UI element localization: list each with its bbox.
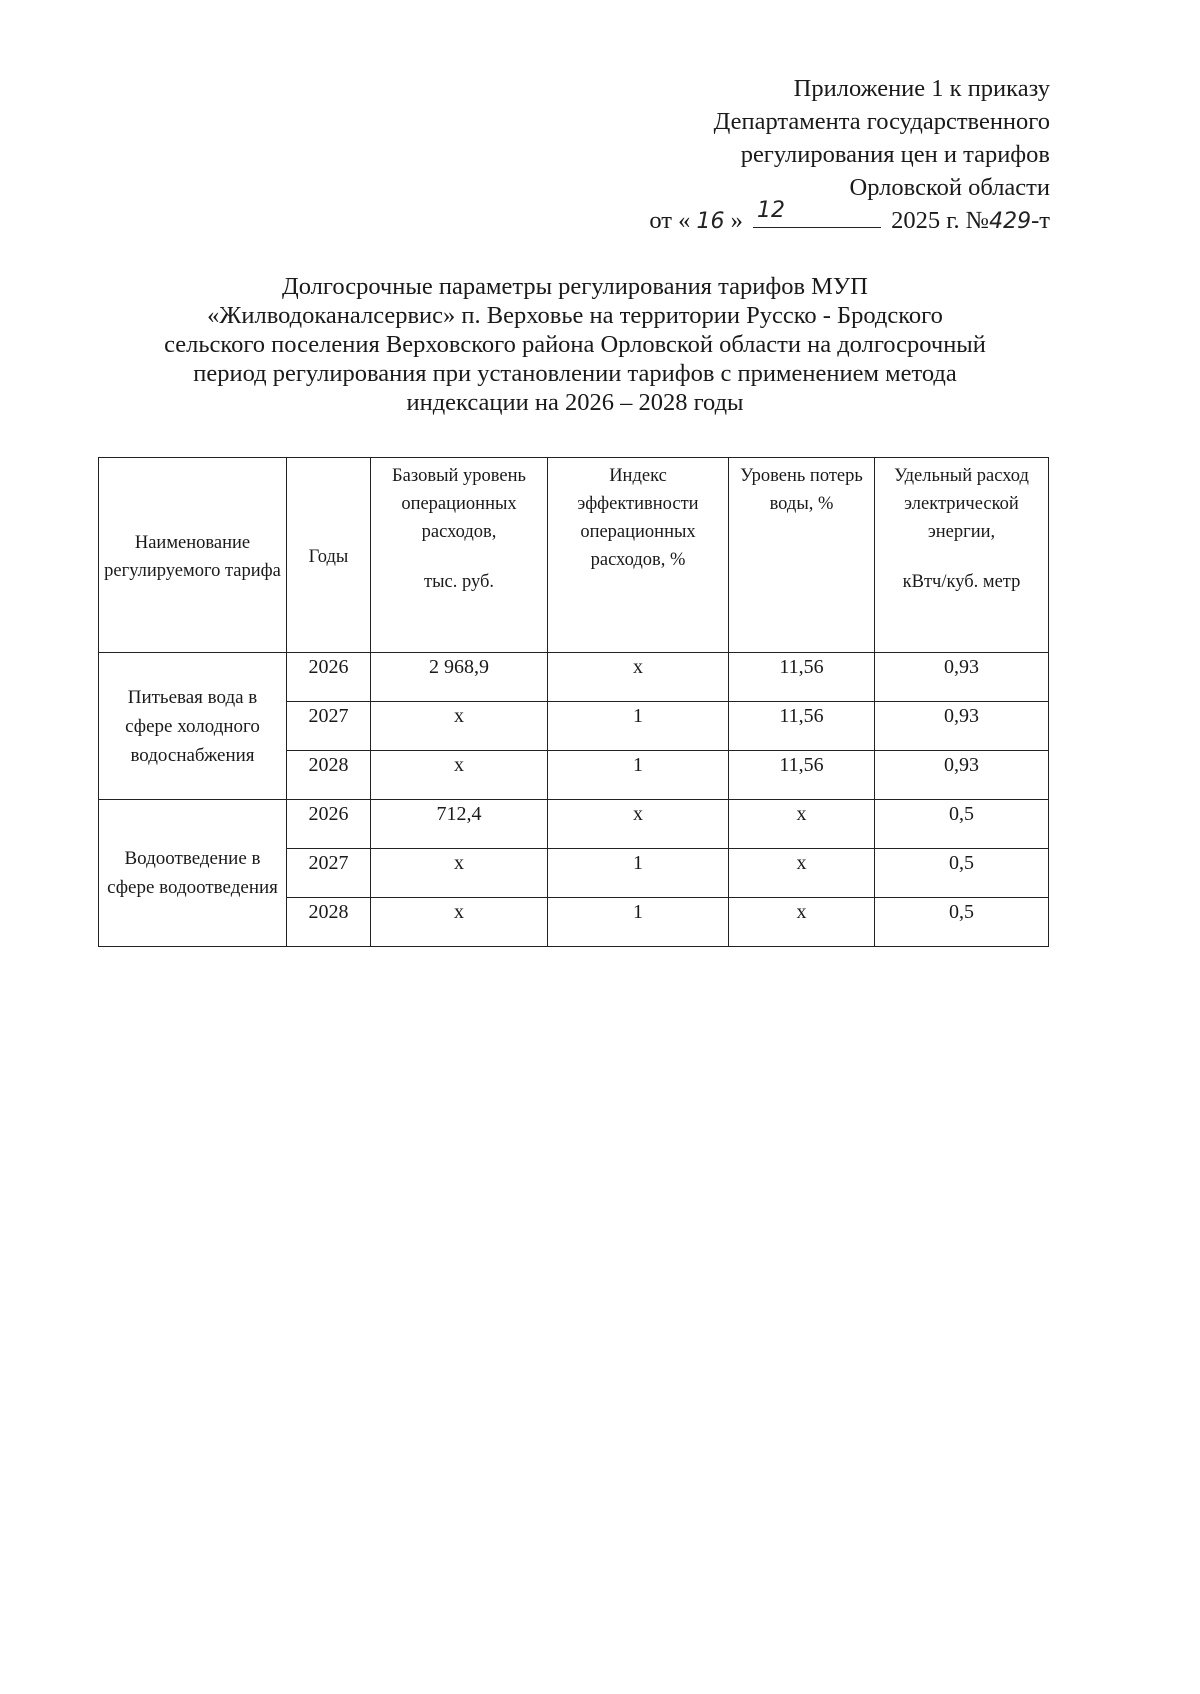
base-costs-cell: 2 968,9 [371,653,548,702]
title-line: сельского поселения Верховского района Орловской области на долгосрочный [164,331,986,358]
header-base-unit: тыс. руб. [423,572,495,592]
tariff-name-cell: Водоотведение в сфере водоотведения [99,800,287,947]
base-costs-cell: х [371,898,548,947]
title-line: период регулирования при установлении тарифов с применением метода [193,360,957,387]
header-water-losses: Уровень потерь воды, % [729,458,875,653]
water-losses-cell: 11,56 [729,751,875,800]
header-tariff-name: Наименование регулируемого тарифа [99,458,287,653]
date-mid: » [730,207,743,234]
appendix-line: регулирования цен и тарифов [740,141,1050,168]
appendix-line: Приложение 1 к приказу [793,75,1050,102]
base-costs-cell: х [371,702,548,751]
document-title [100,272,1050,417]
header-energy-unit: кВтч/куб. метр [902,572,1021,592]
base-costs-cell: 712,4 [371,800,548,849]
header-energy-consumption: Удельный расход электрической энергии, кВтч/куб. метр [875,458,1049,653]
year-cell: 2027 [287,702,371,751]
title-line: «Жилводоканалсервис» п. Верховье на территории Русско - Бродского [207,302,943,329]
year-cell: 2028 [287,751,371,800]
handwritten-month: 12 [756,198,785,223]
base-costs-cell: х [371,849,548,898]
efficiency-index-cell: х [548,800,729,849]
energy-cell: 0,5 [875,800,1049,849]
energy-cell: 0,93 [875,751,1049,800]
energy-cell: 0,93 [875,702,1049,751]
header-efficiency-index: Индекс эффективности операционных расходов, % [548,458,729,653]
efficiency-index-cell: 1 [548,751,729,800]
water-losses-cell: 11,56 [729,702,875,751]
year-cell: 2028 [287,898,371,947]
tariff-parameters-table [98,457,1049,947]
title-line: индексации на 2026 – 2028 годы [406,389,744,416]
water-losses-cell: 11,56 [729,653,875,702]
order-date-line [649,198,1050,238]
date-prefix: от « [649,207,691,234]
handwritten-number: 429 [989,209,1032,234]
table-row [99,653,1049,702]
table-row [99,800,1049,849]
year-cell: 2026 [287,653,371,702]
table-header-row [99,458,1049,653]
year-cell: 2026 [287,800,371,849]
year-cell: 2027 [287,849,371,898]
water-losses-cell: х [729,800,875,849]
efficiency-index-cell: 1 [548,702,729,751]
handwritten-day: 16 [696,209,725,234]
year-text: 2025 г. № [891,207,990,234]
appendix-line: Департамента государственного [713,108,1050,135]
water-losses-cell: х [729,898,875,947]
energy-cell: 0,5 [875,898,1049,947]
month-blank [753,198,881,228]
energy-cell: 0,93 [875,653,1049,702]
tariff-name-cell: Питьевая вода в сфере холодного водоснабжения [99,653,287,800]
efficiency-index-cell: х [548,653,729,702]
header-years: Годы [287,458,371,653]
title-line: Долгосрочные параметры регулирования тарифов МУП [282,273,868,300]
efficiency-index-cell: 1 [548,849,729,898]
energy-cell: 0,5 [875,849,1049,898]
number-suffix: -т [1031,207,1050,234]
appendix-line: Орловской области [849,174,1050,201]
header-base-costs: Базовый уровень операционных расходов, тыс. руб. [371,458,548,653]
efficiency-index-cell: 1 [548,898,729,947]
appendix-header [649,72,1050,238]
water-losses-cell: х [729,849,875,898]
base-costs-cell: х [371,751,548,800]
